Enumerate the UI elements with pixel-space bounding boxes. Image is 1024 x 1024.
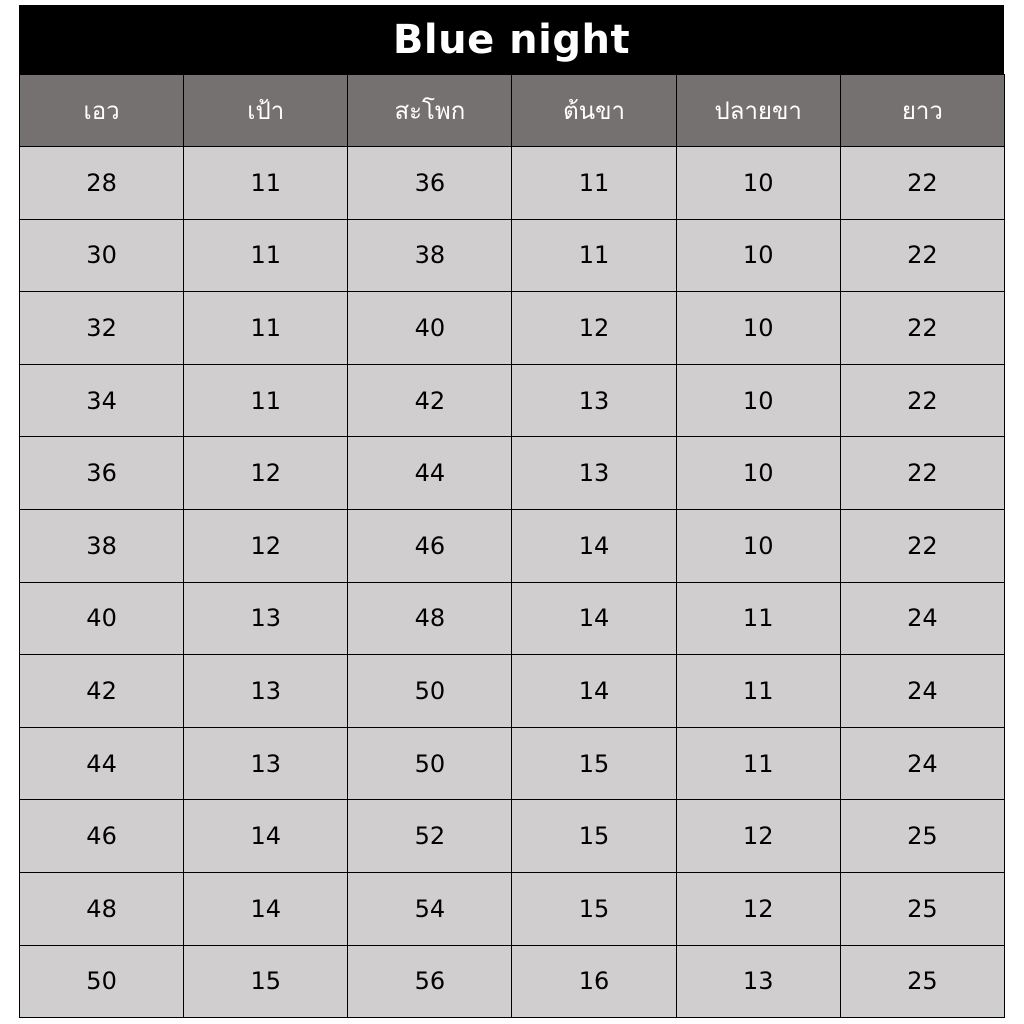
cell-hip: 56 <box>348 945 512 1018</box>
cell-length: 22 <box>840 509 1004 582</box>
chart-title: Blue night <box>392 16 631 63</box>
cell-hip: 46 <box>348 509 512 582</box>
cell-waist: 50 <box>20 945 184 1018</box>
header-length: ยาว <box>840 75 1004 147</box>
cell-waist: 36 <box>20 437 184 510</box>
cell-waist: 28 <box>20 147 184 220</box>
cell-leg-opening: 11 <box>676 582 840 655</box>
title-bar <box>19 5 1004 74</box>
cell-leg-opening: 10 <box>676 292 840 365</box>
table-row <box>20 800 1005 873</box>
table-row <box>20 655 1005 728</box>
cell-length: 25 <box>840 945 1004 1018</box>
cell-rise: 15 <box>184 945 348 1018</box>
table-row <box>20 292 1005 365</box>
cell-waist: 44 <box>20 727 184 800</box>
cell-hip: 40 <box>348 292 512 365</box>
cell-rise: 11 <box>184 147 348 220</box>
cell-rise: 12 <box>184 509 348 582</box>
cell-thigh: 16 <box>512 945 676 1018</box>
cell-thigh: 15 <box>512 800 676 873</box>
table-row <box>20 872 1005 945</box>
cell-thigh: 11 <box>512 219 676 292</box>
cell-length: 25 <box>840 872 1004 945</box>
cell-thigh: 12 <box>512 292 676 365</box>
table-row <box>20 582 1005 655</box>
cell-leg-opening: 11 <box>676 727 840 800</box>
cell-rise: 12 <box>184 437 348 510</box>
cell-rise: 11 <box>184 292 348 365</box>
cell-thigh: 14 <box>512 509 676 582</box>
header-leg-opening: ปลายขา <box>676 75 840 147</box>
cell-length: 24 <box>840 655 1004 728</box>
header-waist: เอว <box>20 75 184 147</box>
cell-leg-opening: 10 <box>676 219 840 292</box>
cell-hip: 48 <box>348 582 512 655</box>
cell-thigh: 13 <box>512 364 676 437</box>
cell-leg-opening: 10 <box>676 509 840 582</box>
cell-rise: 11 <box>184 219 348 292</box>
table-row <box>20 219 1005 292</box>
cell-hip: 54 <box>348 872 512 945</box>
cell-hip: 42 <box>348 364 512 437</box>
cell-hip: 52 <box>348 800 512 873</box>
header-row <box>20 75 1005 147</box>
cell-leg-opening: 13 <box>676 945 840 1018</box>
header-thigh: ต้นขา <box>512 75 676 147</box>
cell-waist: 30 <box>20 219 184 292</box>
cell-leg-opening: 10 <box>676 437 840 510</box>
table-row <box>20 727 1005 800</box>
cell-thigh: 14 <box>512 655 676 728</box>
cell-leg-opening: 12 <box>676 872 840 945</box>
table-row <box>20 437 1005 510</box>
table-body <box>20 147 1005 1018</box>
cell-leg-opening: 11 <box>676 655 840 728</box>
cell-hip: 38 <box>348 219 512 292</box>
cell-leg-opening: 10 <box>676 364 840 437</box>
cell-thigh: 15 <box>512 872 676 945</box>
cell-length: 22 <box>840 364 1004 437</box>
cell-hip: 50 <box>348 655 512 728</box>
cell-rise: 14 <box>184 800 348 873</box>
cell-length: 22 <box>840 292 1004 365</box>
cell-waist: 42 <box>20 655 184 728</box>
cell-length: 22 <box>840 437 1004 510</box>
cell-length: 22 <box>840 219 1004 292</box>
cell-rise: 13 <box>184 582 348 655</box>
cell-rise: 13 <box>184 727 348 800</box>
cell-waist: 32 <box>20 292 184 365</box>
cell-thigh: 15 <box>512 727 676 800</box>
cell-waist: 46 <box>20 800 184 873</box>
table-row <box>20 945 1005 1018</box>
cell-leg-opening: 10 <box>676 147 840 220</box>
cell-waist: 34 <box>20 364 184 437</box>
cell-rise: 14 <box>184 872 348 945</box>
table-row <box>20 364 1005 437</box>
cell-hip: 44 <box>348 437 512 510</box>
cell-waist: 38 <box>20 509 184 582</box>
header-hip: สะโพก <box>348 75 512 147</box>
cell-length: 22 <box>840 147 1004 220</box>
cell-leg-opening: 12 <box>676 800 840 873</box>
cell-length: 24 <box>840 582 1004 655</box>
table-row <box>20 147 1005 220</box>
cell-thigh: 11 <box>512 147 676 220</box>
cell-length: 24 <box>840 727 1004 800</box>
header-rise: เป้า <box>184 75 348 147</box>
cell-waist: 40 <box>20 582 184 655</box>
cell-thigh: 14 <box>512 582 676 655</box>
size-chart <box>19 5 1004 1018</box>
cell-rise: 11 <box>184 364 348 437</box>
cell-waist: 48 <box>20 872 184 945</box>
table-row <box>20 509 1005 582</box>
size-table <box>19 74 1005 1018</box>
cell-hip: 50 <box>348 727 512 800</box>
cell-thigh: 13 <box>512 437 676 510</box>
cell-hip: 36 <box>348 147 512 220</box>
cell-length: 25 <box>840 800 1004 873</box>
cell-rise: 13 <box>184 655 348 728</box>
